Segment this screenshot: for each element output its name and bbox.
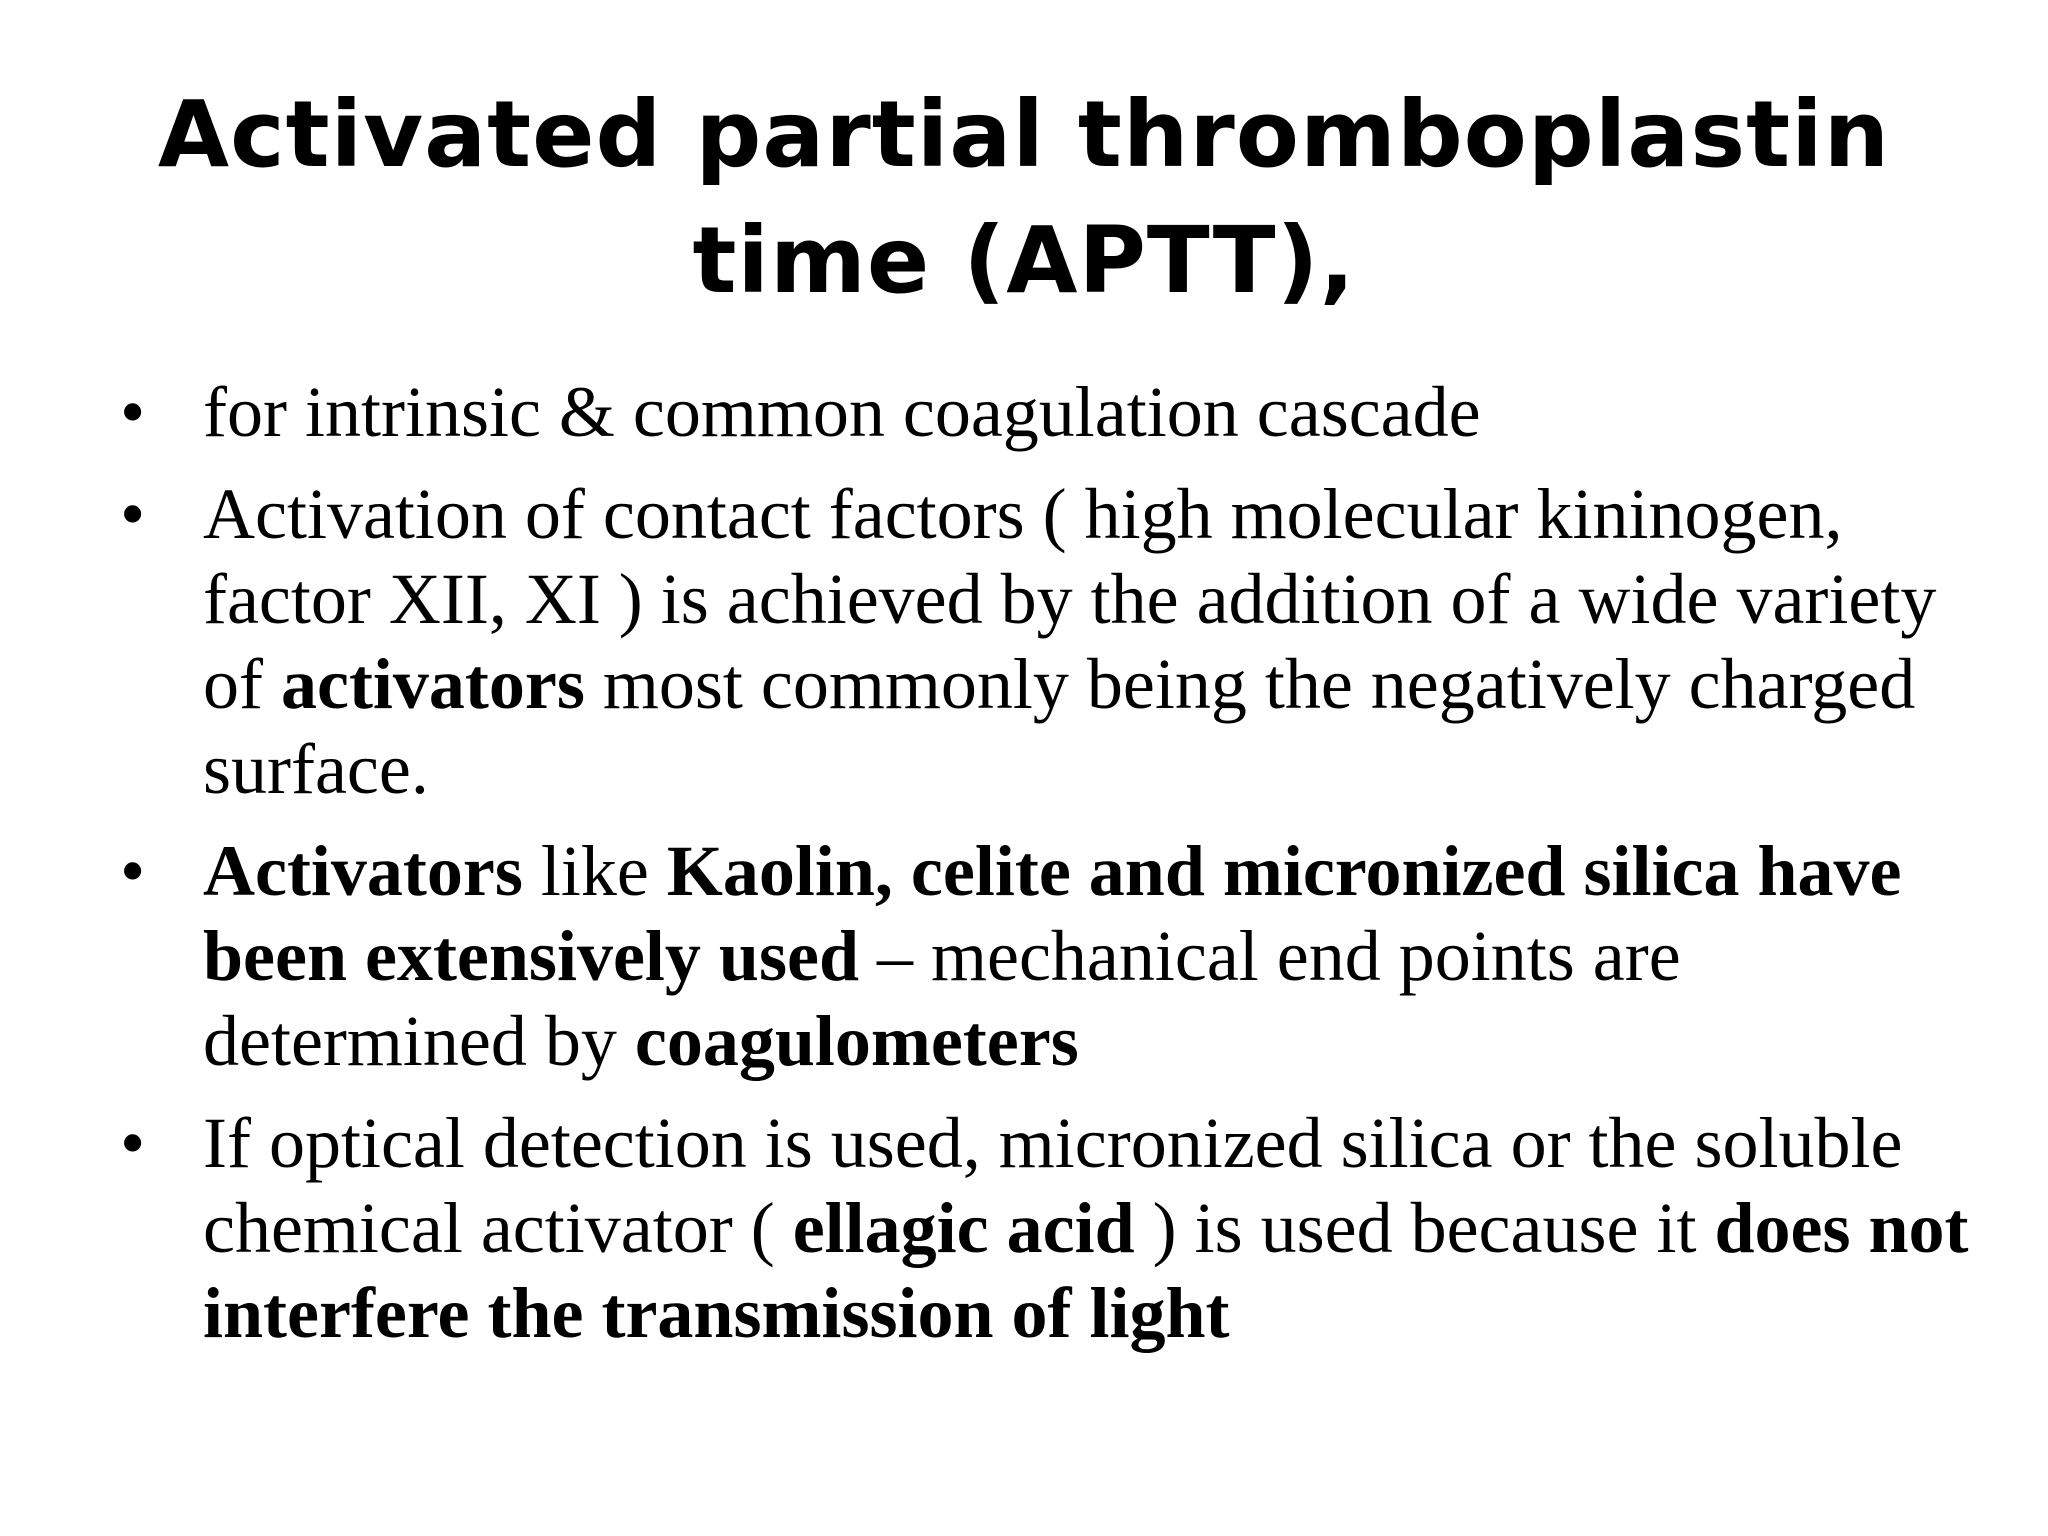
bullet-text-emphasis: Kaolin, celite and micronized silica have been extensively used (203, 831, 1902, 996)
bullet-text (203, 474, 1936, 809)
bullet-text-emphasis: Activators (203, 831, 523, 911)
bullet-text-segment: If optical detection is used, micronized silica or the soluble chemical activator ( (203, 1103, 1903, 1268)
bullet-point-icon: • (120, 831, 146, 911)
bullet-text-segment: for intrinsic & common coagulation cascade (203, 372, 1481, 452)
slide-title (0, 72, 2048, 324)
slide-title-line-2: time (APTT), (692, 207, 1356, 314)
bullet-text-segment: most commonly being the negatively charged surface. (203, 644, 1916, 809)
bullet-item (118, 472, 1998, 812)
bullet-item (118, 1101, 1998, 1356)
bullet-item (118, 370, 1998, 455)
bullet-list (118, 370, 1998, 1373)
bullet-point-icon: • (120, 474, 146, 554)
bullet-item (118, 829, 1998, 1084)
bullet-text-emphasis: coagulometers (634, 1001, 1079, 1081)
bullet-text-emphasis: ellagic acid (792, 1188, 1135, 1268)
bullet-text-emphasis: activators (280, 644, 585, 724)
bullet-text (203, 831, 1901, 1081)
bullet-text-segment: – mechanical end points are determined by (203, 916, 1681, 1081)
bullet-point-icon: • (120, 1103, 146, 1183)
slide-title-line-1: Activated partial thromboplastin (157, 81, 1891, 188)
bullet-text-segment: Activation of contact factors ( high molecular kininogen, factor XII, XI ) is achieved by the addition of a wide variety of (203, 474, 1937, 724)
bullet-point-icon: • (120, 372, 146, 452)
bullet-text (203, 1103, 1969, 1353)
bullet-text-segment: like (522, 831, 667, 911)
bullet-text-segment: ) is used because it (1134, 1188, 1715, 1268)
bullet-text-emphasis: does not interfere the transmission of light (203, 1188, 1969, 1353)
bullet-text (203, 372, 1481, 452)
